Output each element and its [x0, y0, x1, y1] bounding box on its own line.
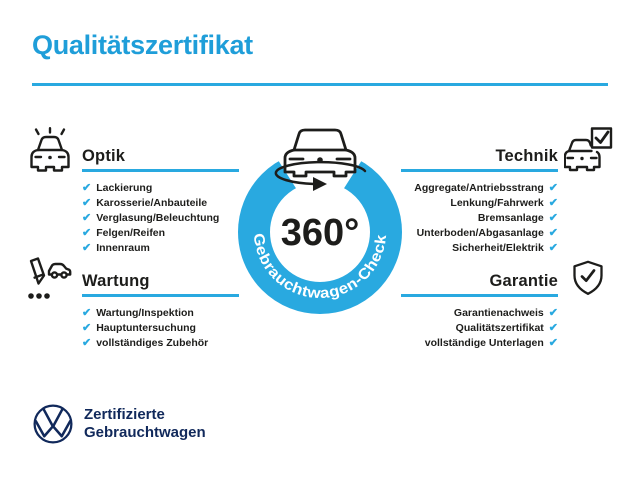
check-item-label: Garantienachweis	[453, 306, 544, 319]
check-icon: ✔	[82, 211, 92, 224]
check-item	[401, 211, 558, 226]
check-icon: ✔	[548, 321, 558, 334]
section-wartung	[82, 271, 239, 351]
section-optik-title: Optik	[82, 147, 126, 165]
car-shine-icon	[26, 127, 74, 180]
check-item-label: Unterboden/Abgasanlage	[416, 226, 544, 239]
check-item	[401, 241, 558, 256]
check-item-label: Bremsanlage	[477, 211, 544, 224]
section-optik-items	[82, 181, 239, 256]
section-technik-title: Technik	[495, 147, 558, 165]
check-item	[82, 336, 239, 351]
check-item-label: Qualitätszertifikat	[455, 321, 544, 334]
check-item-label: Innenraum	[96, 241, 150, 254]
section-technik-divider	[401, 169, 558, 172]
section-optik	[82, 146, 239, 256]
check-icon: ✔	[82, 196, 92, 209]
check-item	[401, 321, 558, 336]
check-icon: ✔	[548, 226, 558, 239]
section-technik	[401, 146, 558, 256]
check-icon: ✔	[548, 211, 558, 224]
check-icon: ✔	[82, 226, 92, 239]
check-icon: ✔	[82, 306, 92, 319]
ring-label: Gebrauchtwagen-Check	[249, 232, 390, 303]
check-icon: ✔	[82, 181, 92, 194]
section-garantie-items	[401, 306, 558, 351]
check-item	[401, 226, 558, 241]
section-wartung-title: Wartung	[82, 272, 150, 290]
check-item-label: Lenkung/Fahrwerk	[450, 196, 544, 209]
check-item	[82, 226, 239, 241]
shield-check-icon	[571, 260, 605, 301]
vw-logo	[32, 403, 74, 450]
check-icon: ✔	[82, 241, 92, 254]
check-item-label: vollständiges Zubehör	[96, 336, 209, 349]
check-icon: ✔	[82, 321, 92, 334]
degree-label: 360°	[280, 212, 360, 254]
pen-car-checklist-icon	[22, 256, 72, 309]
section-technik-items	[401, 181, 558, 256]
check-item	[82, 211, 239, 226]
check-item	[401, 181, 558, 196]
check-item	[401, 196, 558, 211]
check-item-label: Verglasung/Beleuchtung	[96, 211, 220, 224]
check-item-label: Aggregate/Antriebsstrang	[414, 181, 544, 194]
section-garantie-title: Garantie	[489, 272, 558, 290]
check-item-label: Felgen/Reifen	[96, 226, 166, 239]
footer-brand-line2: Gebrauchtwagen	[84, 424, 206, 441]
section-garantie	[401, 271, 558, 351]
check-item	[82, 196, 239, 211]
section-wartung-divider	[82, 294, 239, 297]
footer-brand-text	[84, 406, 206, 442]
check-item-label: vollständige Unterlagen	[424, 336, 544, 349]
car-checkbox-icon	[564, 127, 614, 178]
center-360-graphic	[230, 122, 410, 322]
check-item	[82, 306, 239, 321]
page-title: Qualitätszertifikat	[32, 30, 253, 60]
check-item	[82, 181, 239, 196]
footer-brand-line1: Zertifizierte	[84, 406, 165, 423]
check-item	[401, 336, 558, 351]
section-garantie-divider	[401, 294, 558, 297]
check-item-label: Karosserie/Anbauteile	[96, 196, 208, 209]
check-item-label: Hauptuntersuchung	[96, 321, 196, 334]
check-item	[82, 241, 239, 256]
check-icon: ✔	[82, 336, 92, 349]
check-item-label: Lackierung	[96, 181, 153, 194]
check-icon: ✔	[548, 336, 558, 349]
check-item	[401, 306, 558, 321]
section-wartung-items	[82, 306, 239, 351]
title-divider	[32, 83, 608, 86]
check-icon: ✔	[548, 241, 558, 254]
check-item-label: Wartung/Inspektion	[96, 306, 194, 319]
check-item-label: Sicherheit/Elektrik	[452, 241, 544, 254]
check-item	[82, 321, 239, 336]
section-optik-divider	[82, 169, 239, 172]
check-icon: ✔	[548, 196, 558, 209]
check-icon: ✔	[548, 306, 558, 319]
check-icon: ✔	[548, 181, 558, 194]
